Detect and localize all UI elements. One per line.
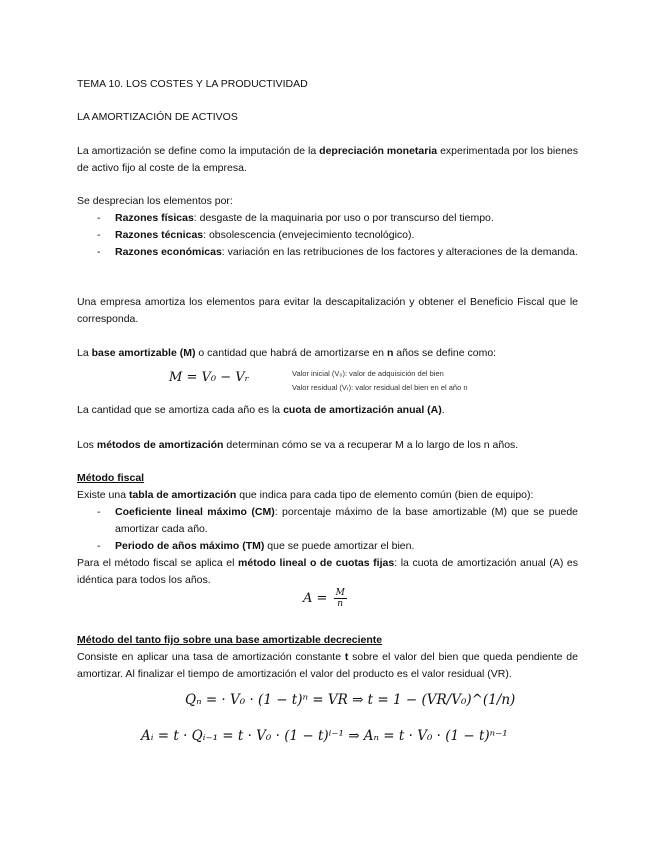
- methods-paragraph: Los métodos de amortización determinan cómo se va a recuperar M a lo largo de los n años.: [77, 439, 519, 451]
- fiscal-lead: Existe una tabla de amortización que indica para cada tipo de elemento común (bien de equipo):: [77, 489, 534, 501]
- depreciation-list-block: [77, 193, 578, 261]
- fiscal-list: [77, 504, 578, 555]
- list-item: - Coeficiente lineal máximo (CM): porcentaje máximo de la base amortizable (M) que se puede amortizar cada año.: [77, 504, 578, 538]
- depreciation-lead: Se desprecian los elementos por:: [77, 195, 233, 207]
- list-item: - Razones económicas: variación en las retribuciones de los factores y alteraciones de la demanda.: [77, 244, 578, 261]
- base-note-initial: Valor inicial (V₀): valor de adquisición del bien: [292, 369, 444, 378]
- fiscal-heading: Método fiscal: [77, 472, 145, 484]
- declining-heading: Método del tanto fijo sobre una base amortizable decreciente: [77, 634, 383, 646]
- fiscal-rule: Para el método fiscal se aplica el método lineal o de cuotas fijas: la cuota de amortización anual (A) es idéntica para todos los años.: [77, 557, 578, 586]
- declining-section: [77, 632, 578, 683]
- fiscal-section: [77, 470, 578, 589]
- declining-formula-1: Qₙ = · V₀ · (1 − t)ⁿ = VR ⇒ t = 1 − (VR/V₀)^(1/n): [185, 692, 516, 708]
- depreciation-list: [77, 210, 578, 261]
- list-item: - Razones técnicas: obsolescencia (envejecimiento tecnológico).: [77, 227, 578, 244]
- base-formula: M = V₀ − Vᵣ: [169, 370, 250, 385]
- list-item: - Periodo de años máximo (TM) que se puede amortizar el bien.: [77, 538, 578, 555]
- base-note-residual: Valor residual (Vᵣ): valor residual del bien en el año n: [292, 383, 468, 392]
- section-title: LA AMORTIZACIÓN DE ACTIVOS: [77, 111, 238, 123]
- intro-paragraph: La amortización se define como la imputación de la depreciación monetaria experimentada por los bienes de activo fijo al coste de la empresa.: [77, 145, 578, 174]
- quota-paragraph: La cantidad que se amortiza cada año es la cuota de amortización anual (A).: [77, 404, 445, 416]
- purpose-paragraph: Una empresa amortiza los elementos para evitar la descapitalización y obtener el Beneficio Fiscal que le corresponda.: [77, 296, 578, 325]
- declining-paragraph: Consiste en aplicar una tasa de amortización constante t sobre el valor del bien que queda pendiente de amortizar. Al finalizar el tiempo de amortización el valor del producto es el valor residual (VR).: [77, 651, 578, 680]
- fiscal-formula: A = $\frac{M}{n}$: [303, 588, 345, 609]
- fraction: $\frac{M}{n}$: [335, 588, 345, 609]
- declining-formula-2: Aᵢ = t · Qᵢ₋₁ = t · V₀ · (1 − t)ⁱ⁻¹ ⇒ Aₙ = t · V₀ · (1 − t)ⁿ⁻¹: [141, 728, 508, 744]
- document-title: TEMA 10. LOS COSTES Y LA PRODUCTIVIDAD: [77, 78, 308, 90]
- list-item: - Razones físicas: desgaste de la maquinaria por uso o por transcurso del tiempo.: [77, 210, 578, 227]
- base-paragraph: La base amortizable (M) o cantidad que habrá de amortizarse en n años se define como:: [77, 347, 497, 359]
